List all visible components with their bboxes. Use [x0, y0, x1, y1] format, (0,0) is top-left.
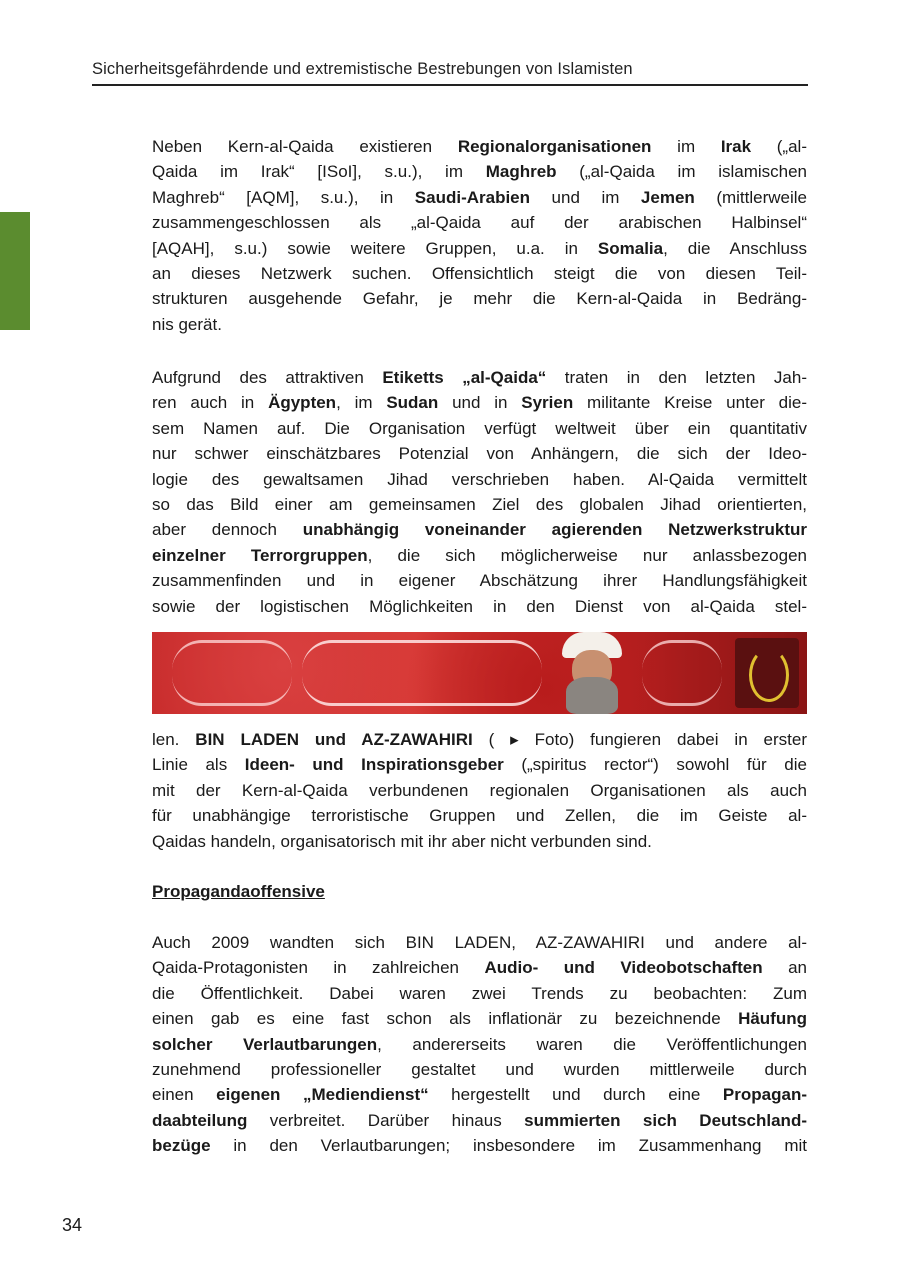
text-segment: nur schwer einschätzbares Potenzial von Anhängern, die sich der Ideo- [152, 444, 807, 464]
text-segment: einen [152, 1085, 217, 1105]
section-heading: Propagandaoffensive [152, 882, 325, 901]
bold-text: Regionalorganisationen [457, 137, 652, 156]
media-logo [735, 638, 799, 708]
text-line [152, 185, 807, 210]
text-line [152, 134, 807, 159]
text-segment: Neben Kern-al-Qaida existieren [152, 137, 458, 156]
text-line [152, 467, 807, 492]
text-segment: an [762, 958, 807, 978]
text-line [152, 517, 807, 542]
calligraphy-decoration [302, 640, 542, 706]
text-segment: an dieses Netzwerk suchen. Offensichtlich steigt die von diesen Teil- [152, 263, 807, 283]
text-segment: , andererseits waren die Veröffentlichungen [377, 1034, 807, 1054]
running-header: Sicherheitsgefährdende und extremistische Bestrebungen von Islamisten [92, 60, 808, 86]
text-line [152, 803, 807, 828]
bold-text: eigenen „Mediendienst“ [216, 1085, 429, 1105]
bold-text: bezüge [152, 1136, 211, 1156]
text-segment: einen gab es eine fast schon als inflationär zu bezeichnende [152, 1009, 739, 1029]
text-segment: sowie der logistischen Möglichkeiten in den Dienst von al-Qaida stel- [152, 596, 807, 616]
bold-text: Irak [720, 137, 752, 156]
calligraphy-decoration [172, 640, 292, 706]
text-line [152, 752, 807, 777]
zawahiri-photo-banner [152, 632, 807, 714]
text-segment: logie des gewaltsamen Jihad verschrieben haben. Al-Qaida vermittelt [152, 469, 807, 489]
text-line [152, 1082, 807, 1107]
text-line [152, 981, 807, 1006]
text-segment: und im [530, 187, 641, 207]
text-line [152, 365, 807, 390]
text-line [152, 778, 807, 803]
text-line [152, 1133, 807, 1158]
bold-text: BIN LADEN und AZ-ZAWAHIRI [195, 730, 473, 749]
bold-text: daabteilung [152, 1110, 248, 1130]
bold-text: Saudi-Arabien [414, 187, 531, 207]
text-line [152, 1057, 807, 1082]
portrait-image [552, 632, 632, 714]
text-segment: , die sich möglicherweise nur anlassbezogen [367, 545, 807, 565]
text-line [152, 568, 807, 593]
text-segment: (mittlerweile [694, 187, 808, 207]
text-segment: zusammenfinden und in eigener Abschätzung ihrer Handlungsfähigkeit [152, 571, 807, 591]
text-segment: ( ▸ Foto) fungieren dabei in erster [472, 730, 807, 749]
bold-text: Häufung [738, 1009, 807, 1029]
text-line [152, 1006, 807, 1031]
text-segment: ren auch in [152, 393, 269, 413]
text-segment: („al-Qaida im islamischen [556, 162, 808, 182]
text-segment: Qaida im Irak“ [ISoI], s.u.), im [152, 162, 486, 182]
text-segment: Qaidas handeln, organisatorisch mit ihr aber nicht verbunden sind. [152, 831, 652, 851]
text-line [152, 441, 807, 466]
text-line [152, 416, 807, 441]
paragraph-regional-organisations [152, 134, 807, 337]
bold-text: Maghreb [485, 162, 557, 182]
text-line [152, 955, 807, 980]
text-line [152, 727, 807, 752]
text-segment: verbreitet. Darüber hinaus [247, 1110, 525, 1130]
page-number: 34 [62, 1215, 83, 1235]
text-line [152, 390, 807, 415]
text-segment: aber dennoch [152, 520, 303, 540]
text-line [152, 543, 807, 568]
bold-text: Somalia [597, 238, 664, 258]
text-segment: [AQAH], s.u.) sowie weitere Gruppen, u.a. in [152, 238, 598, 258]
calligraphy-decoration [642, 640, 722, 706]
text-segment: Aufgrund des attraktiven [152, 368, 383, 387]
text-segment: sem Namen auf. Die Organisation verfügt weltweit über ein quantitativ [152, 418, 807, 438]
text-segment: len. [152, 730, 196, 749]
text-line [152, 829, 807, 854]
text-segment: in den Verlautbarungen; insbesondere im Zusammenhang mit [210, 1136, 807, 1156]
paragraph-bin-laden-zawahiri [152, 727, 807, 854]
text-segment: hergestellt und durch eine [428, 1085, 723, 1105]
text-line [152, 286, 807, 311]
text-segment: traten in den letzten Jah- [546, 368, 807, 387]
bold-text: Syrien [521, 393, 574, 413]
text-segment: im [651, 137, 721, 156]
bold-text: summierten sich Deutschland- [524, 1110, 807, 1130]
text-line [152, 492, 807, 517]
text-segment: („spiritus rector“) sowohl für die [503, 755, 807, 775]
text-segment: („al- [751, 137, 807, 156]
text-segment: für unabhängige terroristische Gruppen und Zellen, die im Geiste al- [152, 806, 807, 826]
text-segment: die Öffentlichkeit. Dabei waren zwei Trends zu beobachten: Zum [152, 983, 807, 1003]
text-segment: Linie als [152, 755, 245, 775]
text-segment: zunehmend professioneller gestaltet und wurden mittlerweile durch [152, 1059, 807, 1079]
text-segment: so das Bild einer am gemeinsamen Ziel des globalen Jihad orientierten, [152, 494, 807, 514]
text-line [152, 261, 807, 286]
bold-text: Propagan- [722, 1085, 807, 1105]
bold-text: Audio- und Videobotschaften [484, 958, 763, 978]
text-line [152, 236, 807, 261]
text-segment: strukturen ausgehende Gefahr, je mehr die Kern-al-Qaida in Bedräng- [152, 289, 807, 309]
text-segment: mit der Kern-al-Qaida verbundenen regionalen Organisationen als auch [152, 780, 807, 800]
text-segment: zusammengeschlossen als „al-Qaida auf der arabischen Halbinsel“ [152, 213, 807, 233]
text-line [152, 594, 807, 619]
text-segment: und in [438, 393, 522, 413]
text-segment: militante Kreise unter die- [573, 393, 808, 413]
bold-text: Etiketts „al-Qaida“ [382, 368, 547, 387]
text-segment: Qaida-Protagonisten in zahlreichen [152, 958, 485, 978]
text-line [152, 159, 807, 184]
text-line [152, 930, 807, 955]
text-line [152, 312, 807, 337]
text-segment: , die Anschluss [663, 238, 807, 258]
bold-text: Sudan [386, 393, 439, 413]
text-line [152, 1032, 807, 1057]
text-line [152, 1108, 807, 1133]
bold-text: Ägypten [268, 393, 337, 413]
bold-text: solcher Verlautbarungen [152, 1034, 378, 1054]
bold-text: einzelner Terrorgruppen [152, 545, 368, 565]
text-segment: Auch 2009 wandten sich BIN LADEN, AZ-ZAWAHIRI und andere al- [152, 933, 807, 952]
text-line [152, 210, 807, 235]
text-segment: , im [336, 393, 387, 413]
chapter-marker [0, 212, 30, 330]
bold-text: Jemen [640, 187, 695, 207]
bold-text: Ideen- und Inspirationsgeber [244, 755, 504, 775]
text-segment: Maghreb“ [AQM], s.u.), in [152, 187, 415, 207]
paragraph-al-qaida-label [152, 365, 807, 619]
paragraph-propaganda [152, 930, 807, 1159]
bold-text: unabhängig voneinander agierenden Netzwerkstruktur [302, 520, 807, 540]
text-segment: nis gerät. [152, 314, 222, 334]
